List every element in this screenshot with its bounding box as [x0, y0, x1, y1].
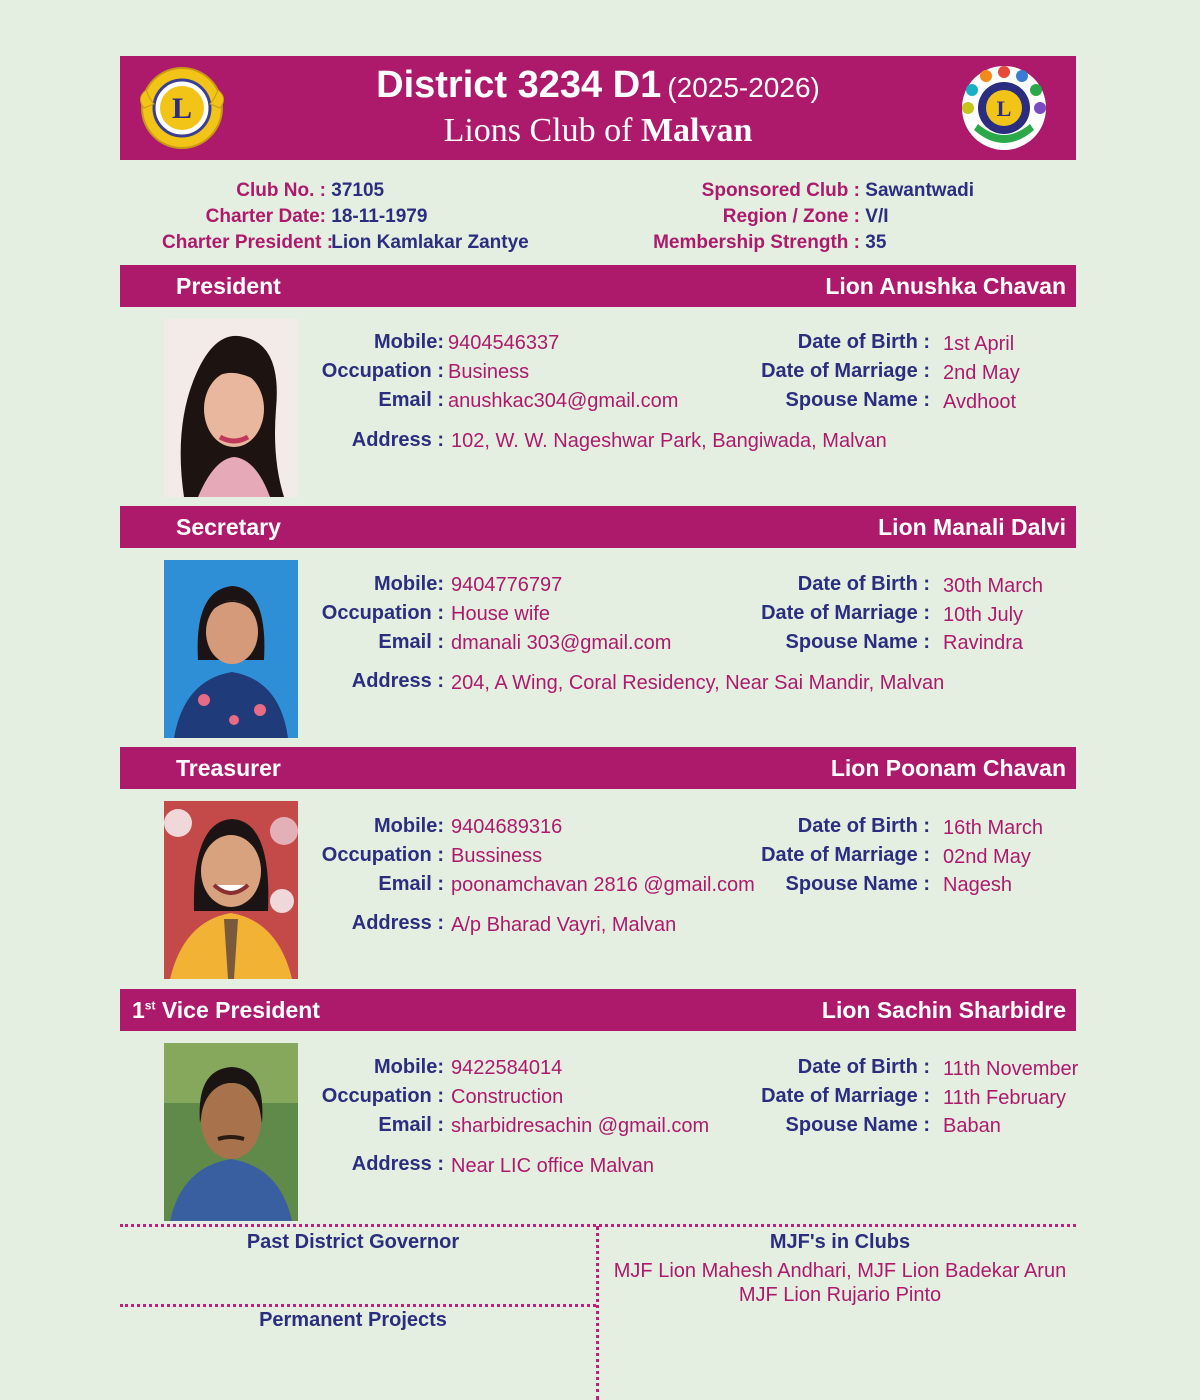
occupation-value: House wife [451, 603, 550, 625]
email-label: Email : [378, 1114, 444, 1136]
email-label: Email : [378, 389, 444, 411]
treasurer-photo [164, 801, 298, 979]
membership-label: Membership Strength : [653, 232, 860, 253]
role-ordinal: st [144, 998, 156, 1013]
email-label: Email : [378, 873, 444, 895]
mjf-heading: MJF's in Clubs [769, 1231, 911, 1253]
footer-divider-vertical [596, 1226, 599, 1400]
officer-name: Lion Poonam Chavan [830, 755, 1066, 781]
sponsored-club-value: Sawantwadi [865, 180, 975, 201]
club-no-label: Club No. : [236, 180, 326, 201]
vice-president-band [120, 989, 1076, 1031]
dom-label: Date of Marriage : [761, 844, 930, 866]
officer-name: Lion Manali Dalvi [878, 514, 1066, 540]
header-banner [120, 56, 1076, 160]
officer-name: Lion Sachin Sharbidre [821, 997, 1066, 1023]
address-label: Address : [351, 429, 444, 451]
secretary-photo [164, 560, 298, 738]
membership-value: 35 [865, 232, 887, 253]
dob-label: Date of Birth : [797, 815, 930, 837]
officer-role: Treasurer [176, 755, 281, 781]
region-zone-label: Region / Zone : [722, 206, 860, 227]
role-number: 1 [132, 997, 145, 1023]
mobile-label: Mobile: [374, 815, 444, 837]
occupation-value: Bussiness [451, 845, 543, 867]
role-title: Vice President [161, 997, 320, 1023]
address-label: Address : [351, 912, 444, 934]
officer-name: Lion Anushka Chavan [825, 273, 1066, 299]
treasurer-band [120, 747, 1076, 789]
permanent-projects-heading: Permanent Projects [259, 1309, 447, 1331]
email-value: dmanali 303@gmail.com [451, 632, 672, 654]
dom-label: Date of Marriage : [761, 602, 930, 624]
dob-label: Date of Birth : [797, 331, 930, 353]
officer-role: President [176, 273, 281, 299]
occupation-label: Occupation : [321, 360, 444, 382]
past-district-governor-heading: Past District Governor [246, 1231, 460, 1253]
occupation-label: Occupation : [321, 602, 444, 624]
mobile-value: 9422584014 [451, 1057, 563, 1079]
email-label: Email : [378, 631, 444, 653]
spouse-value: Baban [943, 1115, 1001, 1137]
mobile-label: Mobile: [374, 331, 444, 353]
dob-label: Date of Birth : [797, 1056, 930, 1078]
mjf-line-2: MJF Lion Rujario Pinto [738, 1284, 942, 1306]
dob-value: 30th March [943, 575, 1044, 597]
email-value: anushkac304@gmail.com [448, 390, 679, 412]
mobile-value: 9404546337 [448, 332, 560, 354]
occupation-label: Occupation : [321, 1085, 444, 1107]
dom-value: 11th February [943, 1087, 1067, 1109]
dom-label: Date of Marriage : [761, 360, 930, 382]
occupation-value: Business [448, 361, 530, 383]
charter-president-label: Charter President : [162, 232, 334, 253]
spouse-value: Ravindra [943, 632, 1024, 654]
spouse-label: Spouse Name : [785, 631, 930, 653]
secretary-band [120, 506, 1076, 548]
occupation-label: Occupation : [321, 844, 444, 866]
club-no-value: 37105 [331, 180, 385, 201]
officer-role [132, 997, 320, 1024]
address-value: Near LIC office Malvan [451, 1155, 655, 1177]
sponsored-club-row [640, 180, 974, 202]
mobile-value: 9404776797 [451, 574, 563, 596]
district-title: District 3234 D1 [376, 64, 662, 106]
svg-text:L: L [171, 92, 193, 125]
mjf-line-1: MJF Lion Mahesh Andhari, MJF Lion Badekar Arun [613, 1260, 1067, 1282]
club-title [120, 112, 1076, 150]
spouse-value: Avdhoot [943, 391, 1017, 413]
membership-row [640, 232, 886, 254]
address-label: Address : [351, 670, 444, 692]
club-prefix: Lions Club of [443, 112, 633, 149]
region-zone-row [640, 206, 889, 228]
region-zone-value: V/I [865, 206, 889, 227]
footer-divider-left [120, 1304, 596, 1307]
president-photo [164, 319, 298, 497]
charter-date-label: Charter Date: [205, 206, 326, 227]
dom-value: 10th July [943, 604, 1024, 626]
officer-role: Secretary [176, 514, 281, 540]
mobile-label: Mobile: [374, 1056, 444, 1078]
club-name: Malvan [640, 112, 753, 149]
spouse-label: Spouse Name : [785, 873, 930, 895]
svg-text:L: L [996, 96, 1012, 121]
charter-president-row [162, 232, 529, 254]
president-band [120, 265, 1076, 307]
district-year: (2025-2026) [667, 72, 820, 103]
dom-label: Date of Marriage : [761, 1085, 930, 1107]
dob-value: 1st April [943, 333, 1015, 355]
dob-label: Date of Birth : [797, 573, 930, 595]
occupation-value: Construction [451, 1086, 564, 1108]
spouse-label: Spouse Name : [785, 1114, 930, 1136]
email-value: poonamchavan 2816 @gmail.com [451, 874, 755, 896]
dob-value: 11th November [943, 1058, 1079, 1080]
dom-value: 2nd May [943, 362, 1020, 384]
lead-to-win-logo-icon [960, 64, 1048, 152]
address-value: 204, A Wing, Coral Residency, Near Sai Mandir, Malvan [451, 672, 945, 694]
vice-president-photo [164, 1043, 298, 1221]
spouse-value: Nagesh [943, 874, 1012, 896]
charter-date-row [162, 206, 427, 228]
dob-value: 16th March [943, 817, 1044, 839]
email-value: sharbidresachin @gmail.com [451, 1115, 710, 1137]
charter-date-value: 18-11-1979 [331, 206, 428, 227]
sponsored-club-label: Sponsored Club : [701, 180, 860, 201]
dom-value: 02nd May [943, 846, 1031, 868]
charter-president-value: Lion Kamlakar Zantye [331, 232, 529, 253]
spouse-label: Spouse Name : [785, 389, 930, 411]
mobile-label: Mobile: [374, 573, 444, 595]
header-title [120, 64, 1076, 107]
club-no-row [162, 180, 384, 202]
address-value: A/p Bharad Vayri, Malvan [451, 914, 677, 936]
mobile-value: 9404689316 [451, 816, 563, 838]
address-label: Address : [351, 1153, 444, 1175]
address-value: 102, W. W. Nageshwar Park, Bangiwada, Malvan [451, 430, 887, 452]
